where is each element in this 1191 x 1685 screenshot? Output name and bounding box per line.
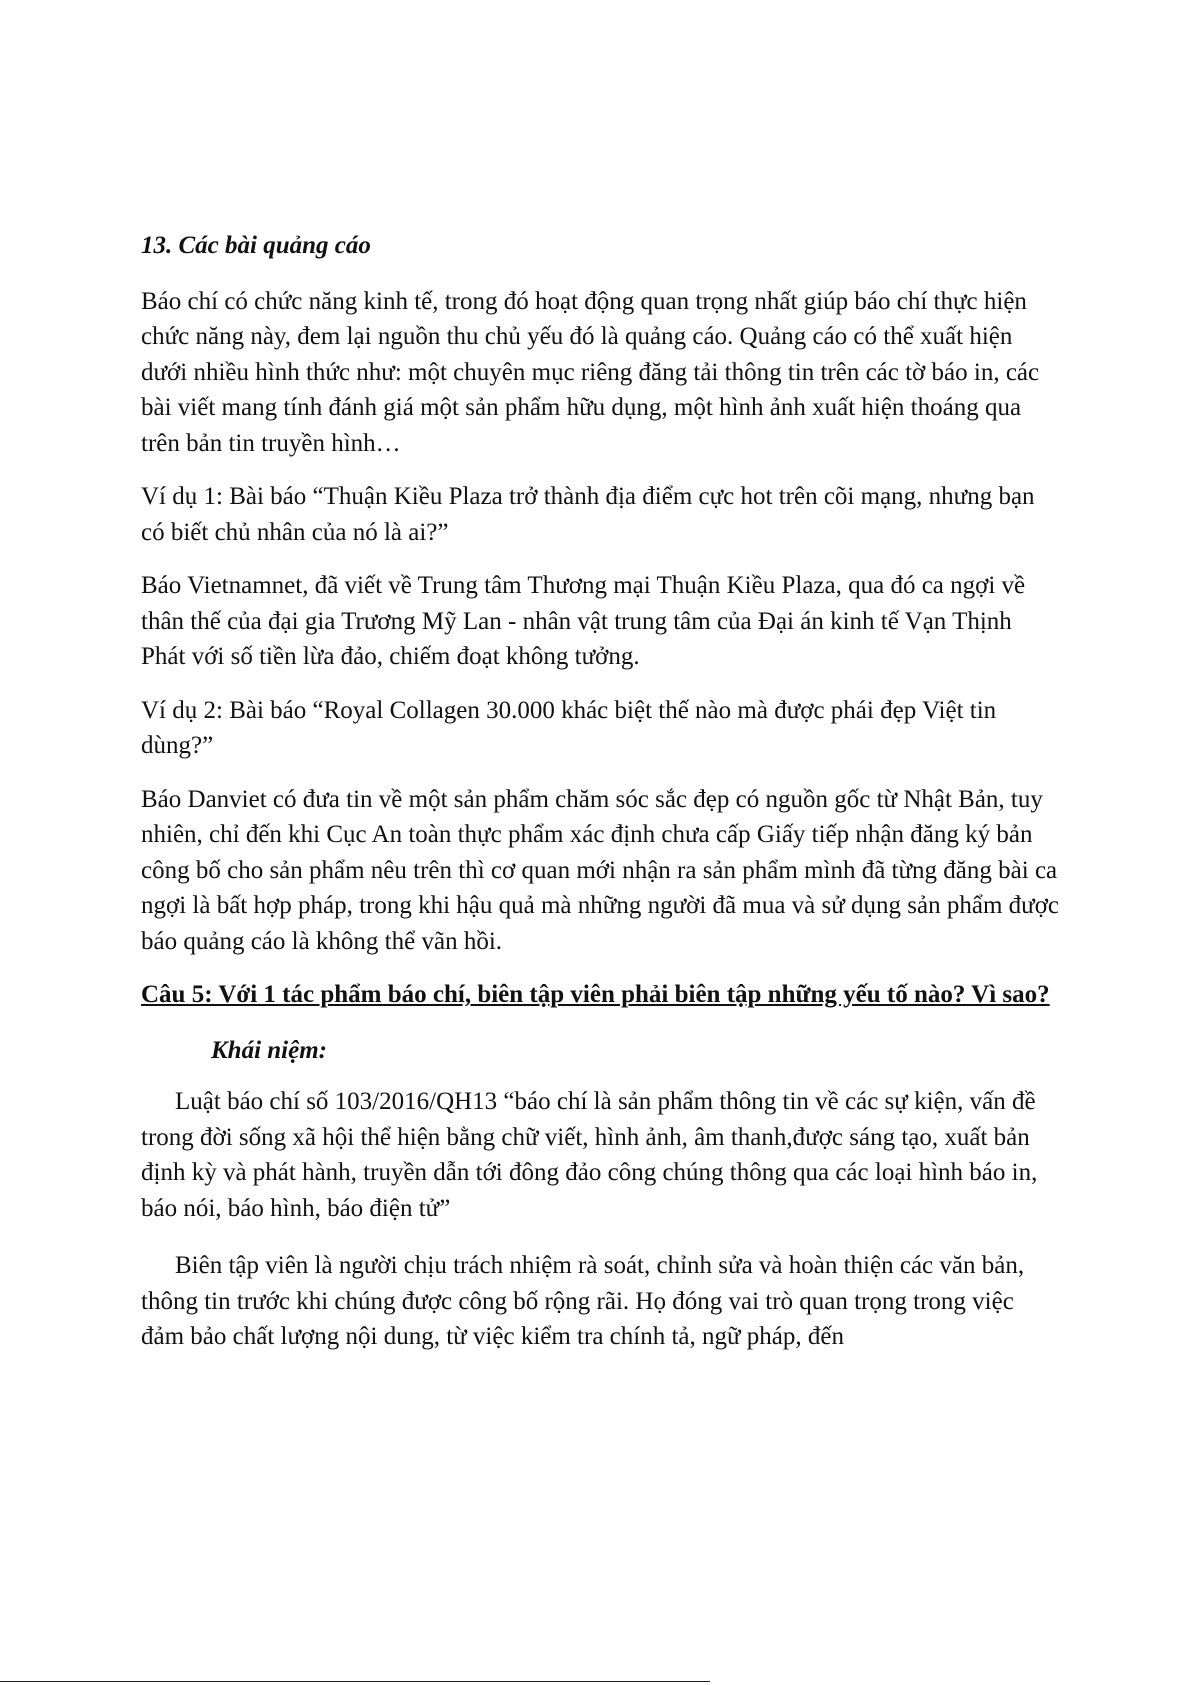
paragraph-press-law: Luật báo chí số 103/2016/QH13 “báo chí là sản phẩm thông tin về các sự kiện, vấn đề trong đời sống xã hội thể hiện bằng chữ viết, hình ảnh, âm thanh,được sáng tạo, xuất bản định kỳ và phát hành, truyền dẫn tới đông đảo công chúng thông qua các loại hình báo in, báo nói, báo hình, báo điện tử”	[141, 1088, 1038, 1222]
footer-rule	[0, 1681, 710, 1682]
question-heading: Câu 5: Với 1 tác phẩm báo chí, biên tập viên phải biên tập những yếu tố nào? Vì sao?	[141, 981, 1050, 1008]
paragraph-editor-role: Biên tập viên là người chịu trách nhiệm rà soát, chỉnh sửa và hoàn thiện các văn bản, thông tin trước khi chúng được công bố rộng rãi. Họ đóng vai trò quan trọng trong việc đảm bảo chất lượng nội dung, từ việc kiểm tra chính tả, ngữ pháp, đến	[141, 1252, 1025, 1350]
concept-heading: Khái niệm:	[211, 1036, 327, 1064]
paragraph-advertising-intro: Báo chí có chức năng kinh tế, trong đó hoạt động quan trọng nhất giúp báo chí thực hiện chức năng này, đem lại nguồn thu chủ yếu đó là quảng cáo. Quảng cáo có thể xuất hiện dưới nhiều hình thức như: một chuyên mục riêng đăng tải thông tin trên các tờ báo in, các bài viết mang tính đánh giá một sản phẩm hữu dụng, một hình ảnh xuất hiện thoáng qua trên bản tin truyền hình…	[141, 287, 1040, 457]
document-page	[141, 228, 1061, 1355]
section-title: 13. Các bài quảng cáo	[141, 232, 371, 259]
example-1: Ví dụ 1: Bài báo “Thuận Kiều Plaza trở thành địa điểm cực hot trên cõi mạng, nhưng bạn có biết chủ nhân của nó là ai?”	[141, 483, 1035, 546]
example-2: Ví dụ 2: Bài báo “Royal Collagen 30.000 khác biệt thế nào mà được phái đẹp Việt tin dùng?”	[141, 696, 997, 759]
paragraph-vietnamnet: Báo Vietnamnet, đã viết về Trung tâm Thương mại Thuận Kiều Plaza, qua đó ca ngợi về thân thế của đại gia Trương Mỹ Lan - nhân vật trung tâm của Đại án kinh tế Vạn Thịnh Phát với số tiền lừa đảo, chiếm đoạt không tưởng.	[141, 572, 1026, 670]
paragraph-danviet: Báo Danviet có đưa tin về một sản phẩm chăm sóc sắc đẹp có nguồn gốc từ Nhật Bản, tuy nhiên, chỉ đến khi Cục An toàn thực phẩm xác định chưa cấp Giấy tiếp nhận đăng ký bản công bố cho sản phẩm nêu trên thì cơ quan mới nhận ra sản phẩm mình đã từng đăng bài ca ngợi là bất hợp pháp, trong khi hậu quả mà những người đã mua và sử dụng sản phẩm được báo quảng cáo là không thể vãn hồi.	[141, 785, 1060, 955]
